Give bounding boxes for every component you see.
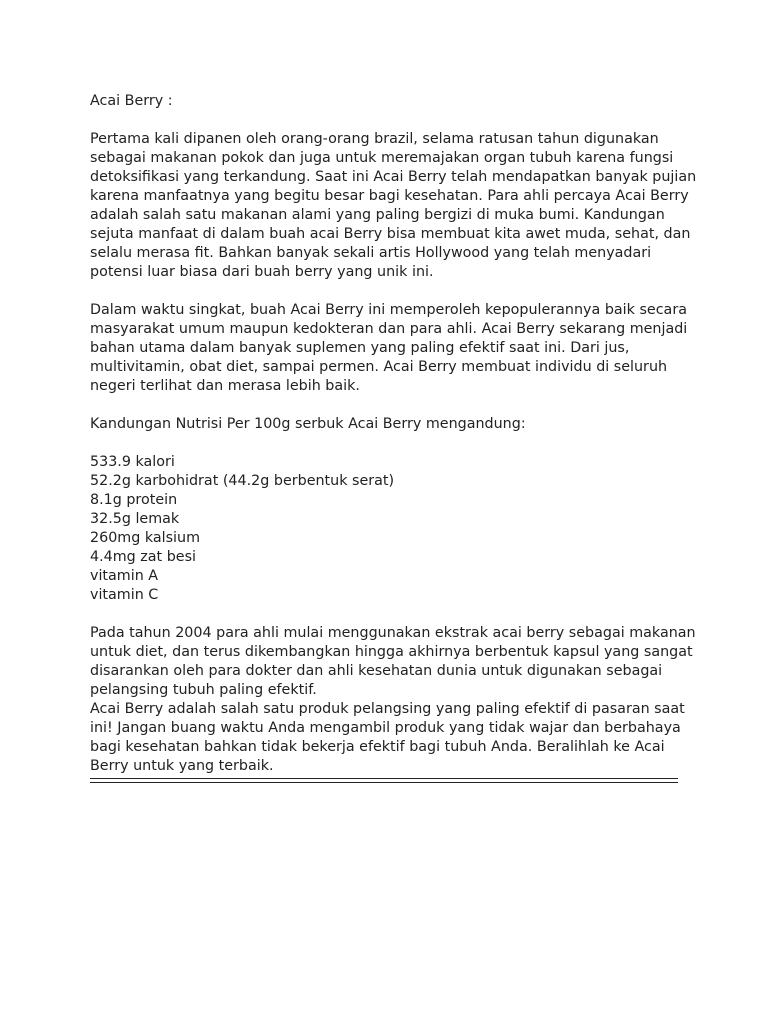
- paragraph-line: Pada tahun 2004 para ahli mulai menggunakan ekstrak acai berry sebagai makanan: [90, 625, 696, 641]
- paragraph-line: masyarakat umum maupun kedokteran dan para ahli. Acai Berry sekarang menjadi: [90, 321, 688, 337]
- nutrition-intro: [90, 415, 680, 434]
- paragraph-line: ini! Jangan buang waktu Anda mengambil produk yang tidak wajar dan berbahaya: [90, 720, 681, 736]
- paragraph-line: Dalam waktu singkat, buah Acai Berry ini memperoleh kepopulerannya baik secara: [90, 302, 687, 318]
- list-item: 8.1g protein: [90, 492, 178, 508]
- list-item: 52.2g karbohidrat (44.2g berbentuk serat): [90, 473, 395, 489]
- paragraph-line: potensi luar biasa dari buah berry yang unik ini.: [90, 264, 434, 280]
- paragraph-line: negeri terlihat dan merasa lebih baik.: [90, 378, 360, 394]
- paragraph-line: karena manfaatnya yang begitu besar bagi kesehatan. Para ahli percaya Acai Berry: [90, 188, 689, 204]
- paragraph-line: untuk diet, dan terus dikembangkan hingga akhirnya berbentuk kapsul yang sangat: [90, 644, 693, 660]
- list-item: vitamin C: [90, 587, 159, 603]
- paragraph-line: sejuta manfaat di dalam buah acai Berry bisa membuat kita awet muda, sehat, dan: [90, 226, 691, 242]
- paragraph-1: [90, 130, 697, 282]
- list-item: vitamin A: [90, 568, 159, 584]
- paragraph-line: detoksifikasi yang terkandung. Saat ini Acai Berry telah mendapatkan banyak pujian: [90, 169, 697, 185]
- list-item: 4.4mg zat besi: [90, 549, 196, 565]
- paragraph-line: selalu merasa fit. Bahkan banyak sekali artis Hollywood yang telah menyadari: [90, 245, 652, 261]
- double-rule-divider: [90, 778, 678, 783]
- paragraph-line: Pertama kali dipanen oleh orang-orang brazil, selama ratusan tahun digunakan: [90, 131, 659, 147]
- paragraph-line: Acai Berry adalah salah satu produk pelangsing yang paling efektif di pasaran saat: [90, 701, 685, 717]
- document-title: [90, 92, 680, 111]
- nutrition-list: [90, 453, 680, 605]
- paragraph-2: [90, 301, 688, 396]
- list-item: 260mg kalsium: [90, 530, 201, 546]
- title-line: Acai Berry :: [90, 93, 173, 109]
- list-item: 32.5g lemak: [90, 511, 180, 527]
- paragraph-line: multivitamin, obat diet, sampai permen. Acai Berry membuat individu di seluruh: [90, 359, 668, 375]
- paragraph-line: bagi kesehatan bahkan tidak bekerja efektif bagi tubuh Anda. Beralihlah ke Acai: [90, 739, 665, 755]
- list-item: 533.9 kalori: [90, 454, 175, 470]
- paragraph-line: bahan utama dalam banyak suplemen yang paling efektif saat ini. Dari jus,: [90, 340, 630, 356]
- paragraph-3: [90, 624, 696, 700]
- nutrition-intro-line: Kandungan Nutrisi Per 100g serbuk Acai Berry mengandung:: [90, 416, 526, 432]
- document-page: [90, 92, 697, 783]
- paragraph-line: adalah salah satu makanan alami yang paling bergizi di muka bumi. Kandungan: [90, 207, 665, 223]
- paragraph-line: pelangsing tubuh paling efektif.: [90, 682, 317, 698]
- paragraph-line: sebagai makanan pokok dan juga untuk meremajakan organ tubuh karena fungsi: [90, 150, 674, 166]
- paragraph-4: [90, 700, 685, 776]
- paragraph-line: Berry untuk yang terbaik.: [90, 758, 274, 774]
- paragraph-line: disarankan oleh para dokter dan ahli kesehatan dunia untuk digunakan sebagai: [90, 663, 663, 679]
